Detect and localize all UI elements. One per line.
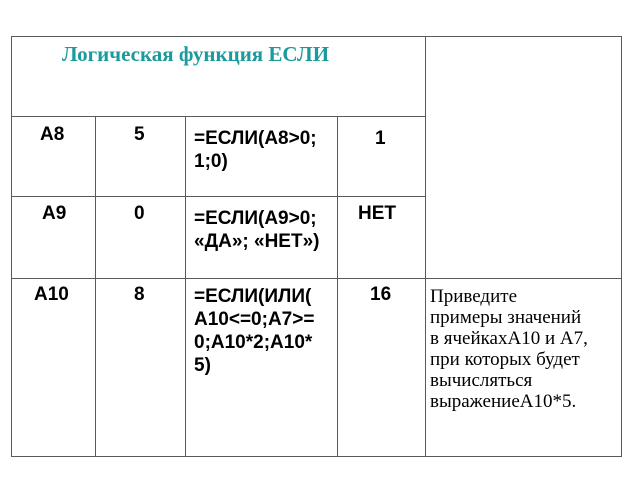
result-a8: 1 xyxy=(375,128,386,149)
col-divider-3 xyxy=(337,116,338,457)
row-divider-2 xyxy=(11,278,622,279)
formula-a10-line-2: A10<=0;A7>= xyxy=(194,309,315,330)
result-a10: 16 xyxy=(370,284,392,305)
result-a9: НЕТ xyxy=(358,203,396,224)
formula-a9-line-2: «ДА»; «НЕТ») xyxy=(194,231,320,252)
table-border-top xyxy=(11,36,622,37)
formula-a10-line-1: =ЕСЛИ(ИЛИ( xyxy=(194,286,312,307)
formula-a8-line-1: =ЕСЛИ(A8>0; xyxy=(194,128,317,149)
cell-name-a8: A8 xyxy=(40,124,65,145)
formula-a10-line-4: 5) xyxy=(194,355,211,376)
col-divider-1 xyxy=(95,116,96,457)
formula-a8-line-2: 1;0) xyxy=(194,151,228,172)
table-border-left xyxy=(11,36,12,457)
cell-value-a8: 5 xyxy=(134,124,145,145)
table-border-bottom xyxy=(11,456,622,457)
note-line: вычисляться xyxy=(430,370,533,391)
col-divider-2 xyxy=(185,116,186,457)
cell-name-a9: A9 xyxy=(42,203,67,224)
note-line: при которых будет xyxy=(430,349,580,370)
formula-a10-line-3: 0;A10*2;A10* xyxy=(194,332,313,353)
formula-a9-line-1: =ЕСЛИ(A9>0; xyxy=(194,208,317,229)
cell-value-a10: 8 xyxy=(134,284,145,305)
cell-name-a10: A10 xyxy=(34,284,69,305)
note-line: примеры значений xyxy=(430,307,582,328)
table-title: Логическая функция ЕСЛИ xyxy=(62,42,330,66)
task-note xyxy=(430,286,622,412)
note-line: выражениеA10*5. xyxy=(430,391,577,412)
note-line: в ячейкахA10 и A7, xyxy=(430,328,588,349)
header-divider xyxy=(425,36,426,457)
note-line: Приведите xyxy=(430,286,518,307)
row-divider-1 xyxy=(11,196,426,197)
title-row-bottom xyxy=(11,116,426,117)
cell-value-a9: 0 xyxy=(134,203,145,224)
